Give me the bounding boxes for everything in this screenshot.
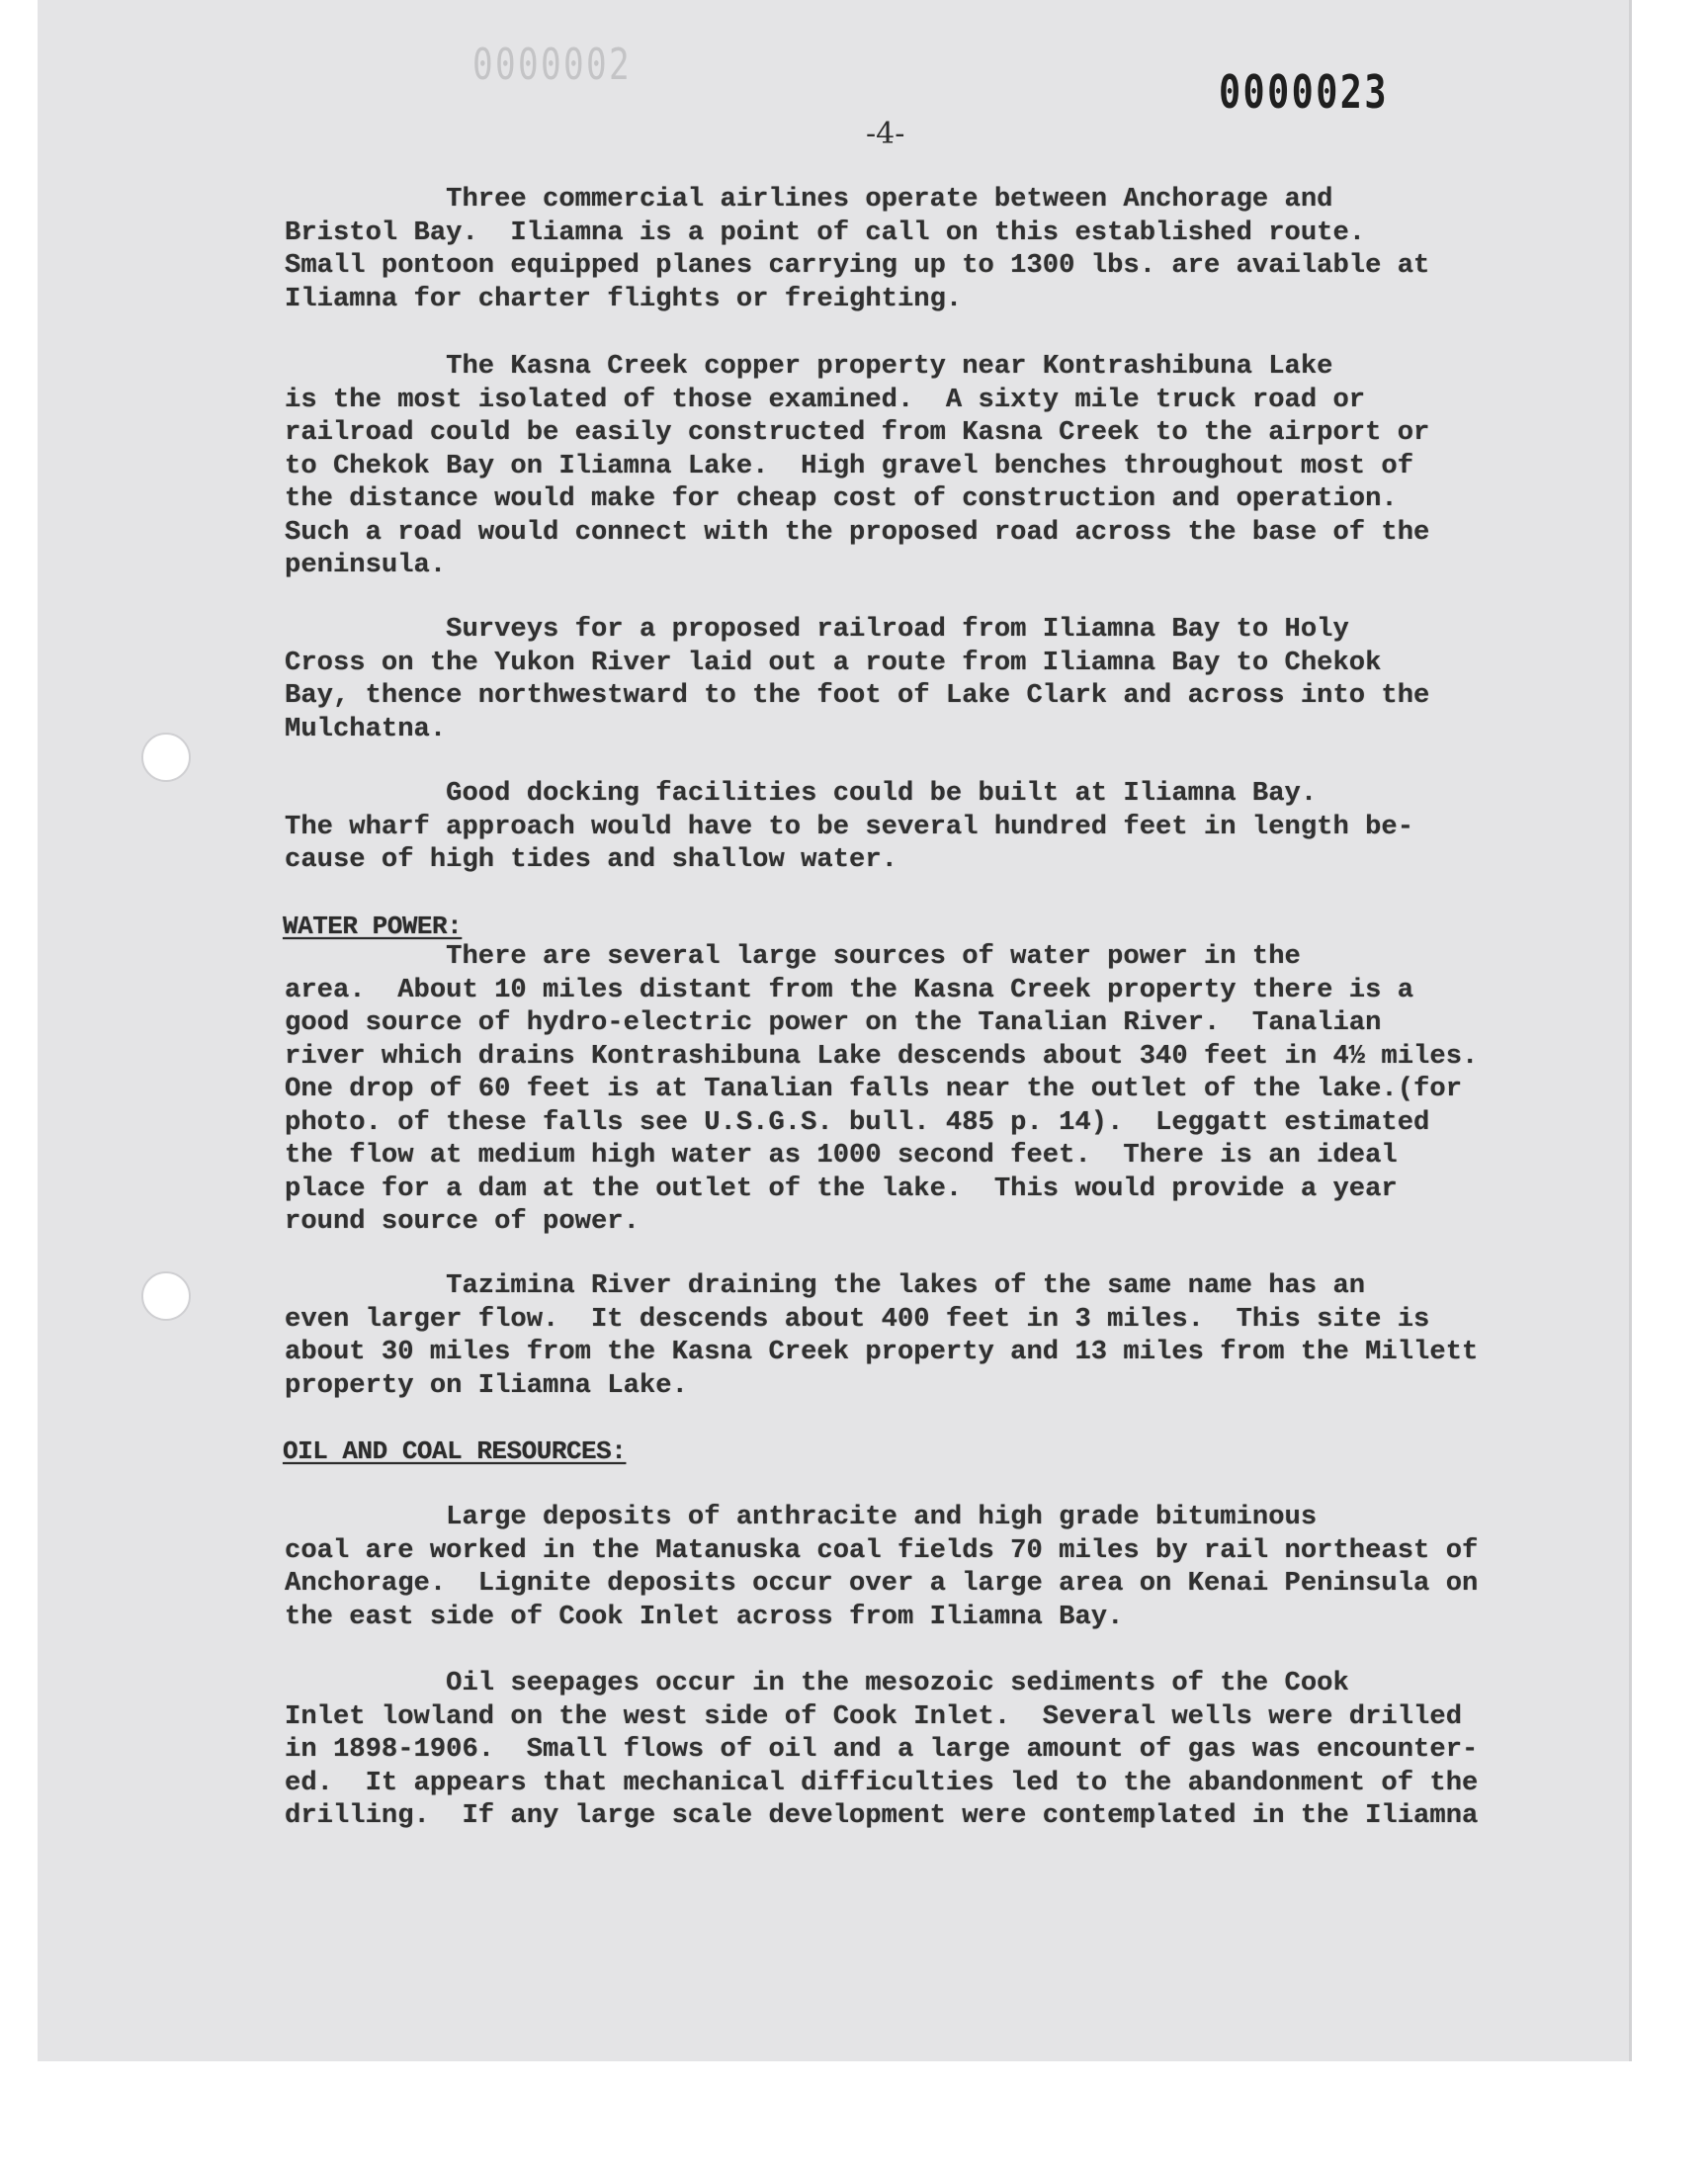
section-heading-oil-coal: OIL AND COAL RESOURCES:	[283, 1436, 627, 1466]
document-page	[38, 0, 1632, 2061]
paragraph-oil-seepages: Oil seepages occur in the mesozoic sediments of the Cook Inlet lowland on the west side of Cook Inlet. Several wells were drilled in 1898-1906. Small flows of oil and a large amount of gas was encounter- ed. It appears that mechanical difficulties led to the abandonment of the drilling. If any large scale development were contemplated in the Iliamna	[285, 1668, 1479, 1831]
paragraph-docking: Good docking facilities could be built at Iliamna Bay. The wharf approach would have to be several hundred feet in length be- cause of high tides and shallow water.	[285, 778, 1414, 875]
section-heading-water-power: WATER POWER:	[283, 912, 463, 941]
page-number: -4-	[866, 117, 905, 151]
paragraph-water-power: There are several large sources of water power in the area. About 10 miles distant from the Kasna Creek property there is a good source of hydro-electric power on the Tanalian River. Tanalian river which drains Kontrashibuna Lake descends about 340 feet in 4½ miles. One drop of 60 feet is at Tanalian falls near the outlet of the lake.(for photo. of these falls see U.S.G.S. bull. 485 p. 14). Leggatt estimated the flow at medium high water as 1000 second feet. There is an ideal place for a dam at the outlet of the lake. This would provide a year round source of power.	[285, 941, 1479, 1237]
punch-hole	[141, 733, 191, 782]
paragraph-railroad-surveys: Surveys for a proposed railroad from Iliamna Bay to Holy Cross on the Yukon River laid out a route from Iliamna Bay to Chekok Bay, thence northwestward to the foot of Lake Clark and across into the Mulchatna.	[285, 614, 1430, 744]
faded-stamp-number: 0000002	[472, 40, 633, 90]
paragraph-tazimina-river: Tazimina River draining the lakes of the same name has an even larger flow. It descends about 400 feet in 3 miles. This site is about 30 miles from the Kasna Creek property and 13 miles from the Millett property on Iliamna Lake.	[285, 1270, 1479, 1401]
paragraph-kasna-creek: The Kasna Creek copper property near Kontrashibuna Lake is the most isolated of those examined. A sixty mile truck road or railroad could be easily constructed from Kasna Creek to the airport or to Chekok Bay on Iliamna Lake. High gravel benches throughout most of the distance would make for cheap cost of construction and operation. Such a road would connect with the proposed road across the base of the peninsula.	[285, 351, 1430, 580]
paragraph-airlines: Three commercial airlines operate between Anchorage and Bristol Bay. Iliamna is a point of call on this established route. Small pontoon equipped planes carrying up to 1300 lbs. are available at Iliamna for charter flights or freighting.	[285, 184, 1430, 314]
punch-hole	[141, 1271, 191, 1321]
paragraph-coal-deposits: Large deposits of anthracite and high grade bituminous coal are worked in the Matanuska coal fields 70 miles by rail northeast of Anchorage. Lignite deposits occur over a large area on Kenai Peninsula on the east side of Cook Inlet across from Iliamna Bay.	[285, 1502, 1479, 1632]
document-number-stamp: 0000023	[1219, 65, 1389, 119]
